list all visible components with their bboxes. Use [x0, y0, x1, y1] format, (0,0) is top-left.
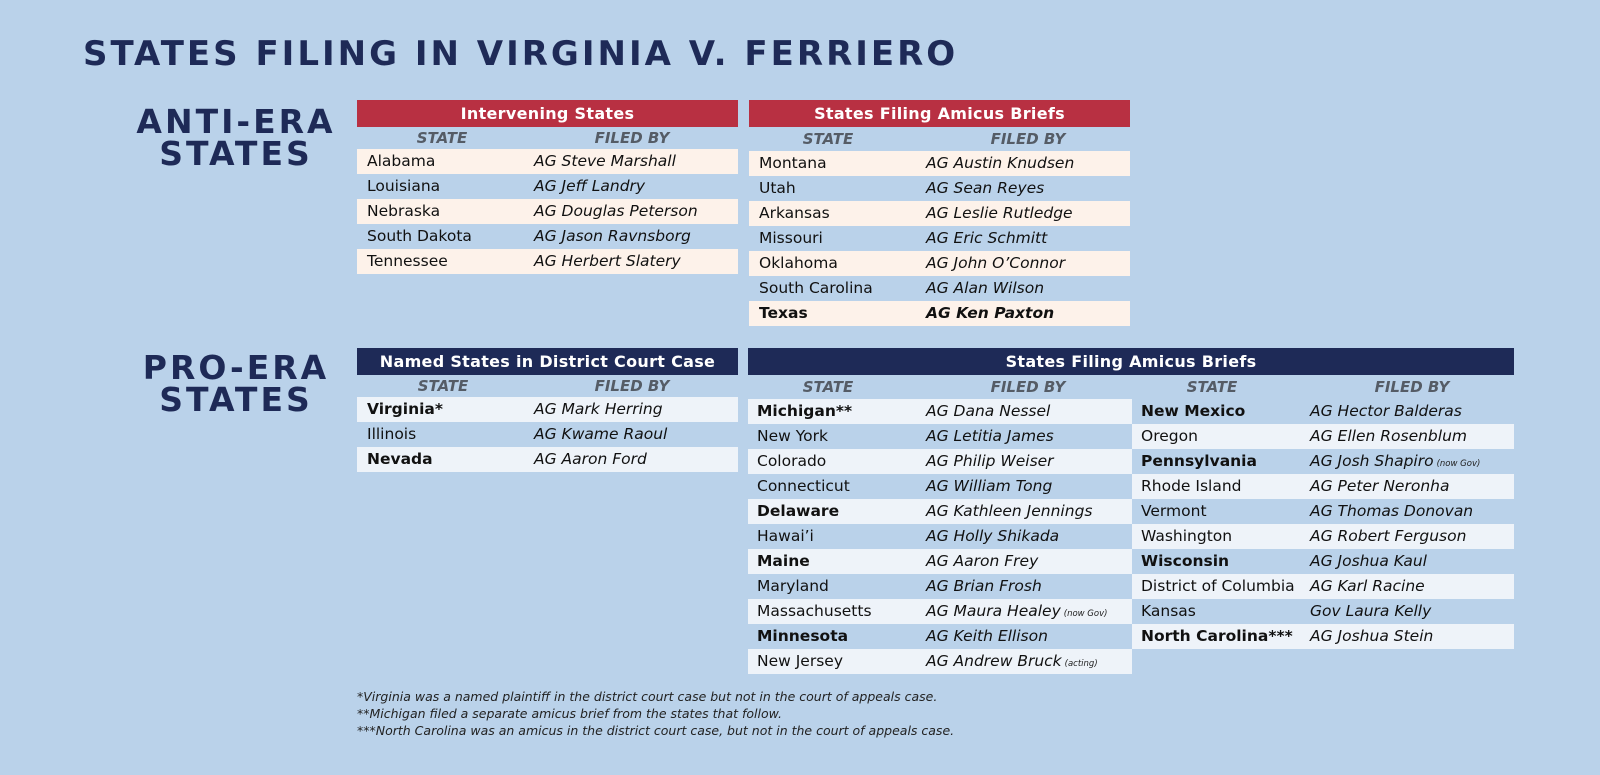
filed-by-cell: [926, 251, 1065, 276]
anti-era-label-line2: STATES: [159, 134, 313, 173]
state-cell: South Dakota: [367, 227, 472, 245]
filed-by-cell: [926, 399, 1050, 424]
state-cell: Massachusetts: [757, 602, 872, 620]
filed-by-cell: [926, 424, 1054, 449]
anti-era-label-line1: ANTI-ERA: [136, 102, 336, 141]
table-row: [1132, 424, 1514, 449]
filed-by-cell: [926, 499, 1092, 524]
filed-by-text: AG Peter Neronha: [1310, 477, 1450, 495]
filed-by-text: AG Steve Marshall: [534, 152, 676, 170]
filed-by-note: (now Gov): [1436, 459, 1481, 469]
table-row: [1132, 549, 1514, 574]
table-row: [748, 524, 1132, 549]
table-row: [749, 176, 1130, 201]
filed-by-cell: [926, 176, 1044, 201]
state-cell: Hawai’i: [757, 527, 814, 545]
state-cell: Michigan**: [757, 402, 853, 420]
filed-by-text: AG John O’Connor: [926, 254, 1066, 272]
anti-amicus-table: [749, 100, 1130, 326]
table-column-group: [357, 127, 738, 274]
filed-by-cell: [926, 301, 1054, 326]
state-column-header: STATE: [417, 377, 469, 395]
table-row: [357, 199, 738, 224]
table-row: [1132, 574, 1514, 599]
filed-by-text: AG Holly Shikada: [926, 527, 1060, 545]
filed-by-text: AG Mark Herring: [534, 400, 663, 418]
table-columns: [748, 375, 1514, 674]
filed-by-text: AG William Tong: [926, 477, 1053, 495]
table-row: [357, 447, 738, 472]
filed-by-cell: [926, 474, 1052, 499]
filed-by-text: AG Douglas Peterson: [534, 202, 698, 220]
state-cell: Tennessee: [367, 252, 448, 270]
pro-era-label: [126, 348, 346, 419]
table-row: [1132, 449, 1514, 474]
state-cell: Illinois: [367, 425, 417, 443]
filed-by-text: AG Hector Balderas: [1310, 402, 1462, 420]
filed-by-cell: [1310, 574, 1425, 599]
state-cell: Maryland: [757, 577, 829, 595]
pro-era-label-line2: STATES: [159, 380, 313, 419]
table-row: [748, 549, 1132, 574]
filed-by-text: AG Ellen Rosenblum: [1310, 427, 1467, 445]
page-title: STATES FILING IN VIRGINIA V. FERRIERO: [83, 34, 959, 74]
filed-by-text: AG Alan Wilson: [926, 279, 1045, 297]
filed-by-text: AG Herbert Slatery: [534, 252, 681, 270]
table-rows: [357, 149, 738, 274]
filed-by-cell: [926, 524, 1059, 549]
filed-by-cell: [926, 574, 1042, 599]
state-cell: Missouri: [759, 229, 823, 247]
column-headers: [748, 375, 1132, 399]
filed-by-cell: [926, 151, 1074, 176]
filed-by-column-header: FILED BY: [594, 129, 670, 147]
table-row: [748, 599, 1132, 624]
footnotes: [357, 688, 954, 739]
pro-era-label-line1: PRO-ERA: [142, 348, 330, 387]
table-row: [749, 251, 1130, 276]
column-headers: [357, 375, 738, 397]
filed-by-text: AG Maura Healey: [926, 602, 1061, 620]
filed-by-text: AG Keith Ellison: [926, 627, 1048, 645]
table-title: States Filing Amicus Briefs: [748, 348, 1514, 375]
table-row: [748, 399, 1132, 424]
filed-by-cell: [926, 599, 1107, 627]
filed-by-column-header: FILED BY: [990, 378, 1066, 396]
filed-by-text: AG Josh Shapiro: [1310, 452, 1434, 470]
filed-by-text: AG Leslie Rutledge: [926, 204, 1073, 222]
filed-by-text: AG Aaron Ford: [534, 450, 647, 468]
footnote: **Michigan filed a separate amicus brief from the states that follow.: [357, 706, 783, 721]
table-row: [357, 422, 738, 447]
state-cell: Nevada: [367, 450, 433, 468]
filed-by-cell: [1310, 549, 1427, 574]
table-title: Named States in District Court Case: [357, 348, 738, 375]
table-row: [1132, 474, 1514, 499]
table-rows: [749, 151, 1130, 326]
filed-by-column-header: FILED BY: [594, 377, 670, 395]
table-row: [748, 449, 1132, 474]
filed-by-text: AG Kwame Raoul: [534, 425, 668, 443]
filed-by-cell: [534, 224, 691, 249]
pro-named-table: [357, 348, 738, 472]
filed-by-cell: [1310, 624, 1433, 649]
state-cell: Maine: [757, 552, 810, 570]
table-row: [1132, 399, 1514, 424]
state-cell: Minnesota: [757, 627, 849, 645]
table-row: [1132, 524, 1514, 549]
filed-by-cell: [534, 249, 681, 274]
table-row: [357, 249, 738, 274]
table-title: States Filing Amicus Briefs: [749, 100, 1130, 127]
state-cell: Washington: [1141, 527, 1233, 545]
state-cell: Virginia*: [367, 400, 444, 418]
table-row: [749, 226, 1130, 251]
state-cell: North Carolina***: [1141, 627, 1293, 645]
table-column-group-right: [1132, 375, 1514, 674]
filed-by-text: AG Aaron Frey: [926, 552, 1039, 570]
filed-by-text: AG Austin Knudsen: [926, 154, 1075, 172]
state-cell: Oregon: [1141, 427, 1198, 445]
filed-by-cell: [534, 174, 645, 199]
filed-by-text: AG Karl Racine: [1310, 577, 1425, 595]
filed-by-cell: [1310, 524, 1466, 549]
filed-by-text: AG Robert Ferguson: [1310, 527, 1467, 545]
state-cell: Kansas: [1141, 602, 1196, 620]
state-cell: Vermont: [1141, 502, 1207, 520]
filed-by-text: AG Dana Nessel: [926, 402, 1051, 420]
table-column-group: [749, 127, 1130, 326]
table-row: [748, 424, 1132, 449]
filed-by-cell: [534, 447, 647, 472]
table-row: [1132, 499, 1514, 524]
state-column-header: STATE: [802, 378, 854, 396]
state-cell: Montana: [759, 154, 827, 172]
state-cell: Wisconsin: [1141, 552, 1230, 570]
filed-by-text: AG Philip Weiser: [926, 452, 1054, 470]
filed-by-cell: [534, 422, 667, 447]
state-cell: New York: [757, 427, 828, 445]
filed-by-cell: [1310, 474, 1449, 499]
anti-era-label: [126, 102, 346, 173]
table-column-group: [357, 375, 738, 472]
state-column-header: STATE: [416, 129, 468, 147]
state-cell: Pennsylvania: [1141, 452, 1257, 470]
state-cell: Connecticut: [757, 477, 850, 495]
filed-by-cell: [1310, 424, 1467, 449]
filed-by-cell: [534, 199, 698, 224]
table-row: [749, 276, 1130, 301]
filed-by-text: AG Letitia James: [926, 427, 1054, 445]
table-row: [749, 201, 1130, 226]
filed-by-cell: [1310, 499, 1473, 524]
filed-by-text: AG Joshua Kaul: [1310, 552, 1427, 570]
state-cell: South Carolina: [759, 279, 873, 297]
table-rows: [748, 399, 1132, 674]
filed-by-text: AG Eric Schmitt: [926, 229, 1048, 247]
table-rows: [1132, 399, 1514, 649]
filed-by-text: AG Thomas Donovan: [1310, 502, 1474, 520]
table-row: [748, 574, 1132, 599]
filed-by-text: AG Andrew Bruck: [926, 652, 1062, 670]
table-title: Intervening States: [357, 100, 738, 127]
filed-by-text: Gov Laura Kelly: [1310, 602, 1432, 620]
state-cell: Utah: [759, 179, 796, 197]
table-row: [749, 301, 1130, 326]
table-row: [357, 149, 738, 174]
filed-by-note: (acting): [1064, 659, 1098, 669]
column-headers: [1132, 375, 1514, 399]
pro-amicus-table: [748, 348, 1514, 674]
filed-by-cell: [1310, 449, 1480, 477]
table-row: [1132, 599, 1514, 624]
table-rows: [357, 397, 738, 472]
state-cell: Alabama: [367, 152, 436, 170]
state-cell: New Mexico: [1141, 402, 1246, 420]
filed-by-cell: [926, 201, 1073, 226]
filed-by-cell: [926, 276, 1044, 301]
filed-by-cell: [926, 449, 1054, 474]
footnote: *Virginia was a named plaintiff in the district court case but not in the court of appeals case.: [357, 689, 938, 704]
filed-by-cell: [926, 649, 1098, 677]
state-cell: Nebraska: [367, 202, 441, 220]
state-cell: Delaware: [757, 502, 840, 520]
filed-by-text: AG Brian Frosh: [926, 577, 1042, 595]
column-headers: [749, 127, 1130, 151]
filed-by-cell: [1310, 399, 1462, 424]
filed-by-cell: [926, 549, 1038, 574]
state-cell: District of Columbia: [1141, 577, 1295, 595]
state-cell: Oklahoma: [759, 254, 838, 272]
footnote: ***North Carolina was an amicus in the district court case, but not in the court of appeals case.: [357, 723, 955, 738]
state-column-header: STATE: [802, 130, 854, 148]
table-row: [1132, 624, 1514, 649]
filed-by-text: AG Joshua Stein: [1310, 627, 1434, 645]
filed-by-text: AG Ken Paxton: [926, 304, 1055, 322]
table-row: [357, 397, 738, 422]
filed-by-note: (now Gov): [1063, 609, 1108, 619]
anti-intervening-table: [357, 100, 738, 274]
state-cell: Texas: [759, 304, 808, 322]
state-cell: Louisiana: [367, 177, 441, 195]
filed-by-text: AG Sean Reyes: [926, 179, 1045, 197]
state-cell: New Jersey: [757, 652, 843, 670]
filed-by-column-header: FILED BY: [1374, 378, 1450, 396]
table-row: [748, 474, 1132, 499]
state-cell: Rhode Island: [1141, 477, 1242, 495]
filed-by-column-header: FILED BY: [990, 130, 1066, 148]
table-row: [749, 151, 1130, 176]
table-row: [748, 499, 1132, 524]
column-headers: [357, 127, 738, 149]
filed-by-text: AG Jeff Landry: [534, 177, 646, 195]
filed-by-cell: [1310, 599, 1431, 624]
state-cell: Colorado: [757, 452, 827, 470]
table-row: [748, 649, 1132, 674]
filed-by-text: AG Jason Ravnsborg: [534, 227, 691, 245]
state-cell: Arkansas: [759, 204, 830, 222]
filed-by-cell: [926, 226, 1047, 251]
table-row: [748, 624, 1132, 649]
filed-by-cell: [926, 624, 1048, 649]
table-row: [357, 224, 738, 249]
filed-by-cell: [534, 149, 676, 174]
table-row: [357, 174, 738, 199]
state-column-header: STATE: [1186, 378, 1238, 396]
table-column-group-left: [748, 375, 1132, 674]
filed-by-cell: [534, 397, 663, 422]
filed-by-text: AG Kathleen Jennings: [926, 502, 1093, 520]
